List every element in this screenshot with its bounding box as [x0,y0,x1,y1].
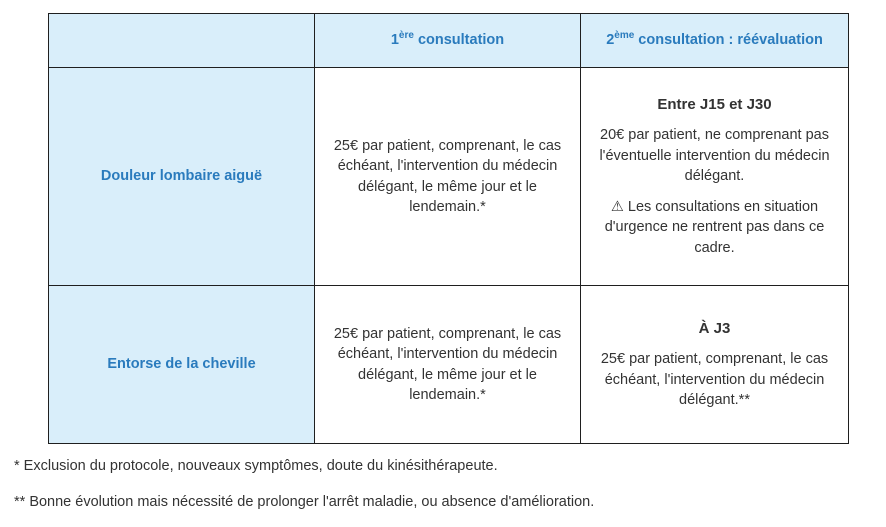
row-label-lombaire: Douleur lombaire aiguë [49,68,315,286]
second-consultation-cell [581,68,849,286]
header-first-sup: ère [398,30,414,42]
header-second-consultation [581,14,849,68]
second-consultation-cell [581,286,849,444]
second-consultation-period: À J3 [698,319,731,337]
first-consultation-cell: 25€ par patient, comprenant, le cas échéant, l'intervention du médecin délégant, le même jour et le lendemain.* [315,286,581,444]
footnote-one: * Exclusion du protocole, nouveaux symptômes, doute du kinésithérapeute. [14,458,498,474]
urgency-note-text: Les consultations en situation d'urgence ne rentrent pas dans ce cadre. [604,198,825,256]
header-second-text: consultation : réévaluation [634,32,823,49]
header-first-consultation [315,14,581,68]
table-header-row [49,14,849,68]
header-second-num: 2 [606,32,615,49]
second-consultation-price: 25€ par patient, comprenant, le cas échéant, l'intervention du médecin délégant.** [600,351,829,408]
second-consultation-period: Entre J15 et J30 [657,95,772,113]
first-consultation-cell: 25€ par patient, comprenant, le cas échéant, l'intervention du médecin délégant, le même jour et le lendemain.* [315,68,581,286]
footnote-two: ** Bonne évolution mais nécessité de prolonger l'arrêt maladie, ou absence d'amélioration. [14,494,595,510]
table-row [49,286,849,444]
urgency-note [587,197,842,259]
header-empty-cell [49,14,315,68]
row-label-cheville: Entorse de la cheville [49,286,315,444]
table-row [49,68,849,286]
header-first-text: consultation [413,32,505,49]
pricing-table [48,13,849,444]
header-second-sup: ème [614,30,635,42]
header-first-num: 1 [390,32,399,49]
warning-icon: ⚠ [610,198,624,215]
second-consultation-price: 20€ par patient, ne comprenant pas l'éventuelle intervention du médecin délégant. [599,127,830,185]
